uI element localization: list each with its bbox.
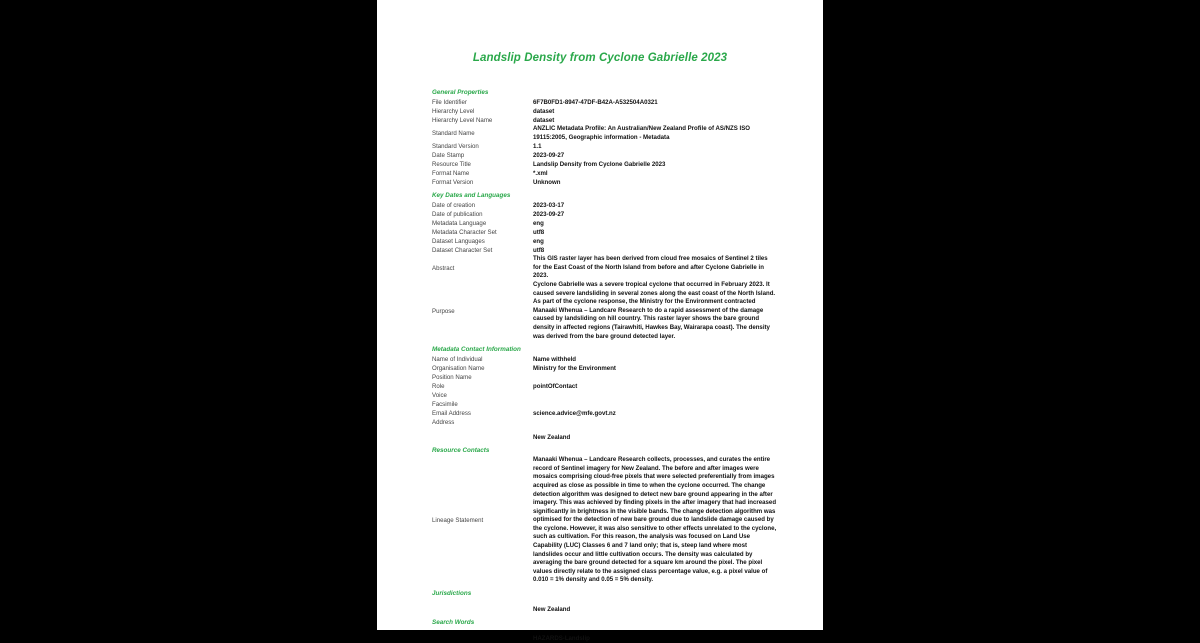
metadata-label: Name of Individual <box>432 356 483 364</box>
section-heading: Key Dates and Languages <box>432 192 511 200</box>
metadata-value: eng <box>533 220 544 228</box>
metadata-label: Metadata Language <box>432 220 487 228</box>
metadata-label: Standard Version <box>432 143 479 151</box>
metadata-label: Date of publication <box>432 211 483 219</box>
metadata-value: Ministry for the Environment <box>533 365 616 373</box>
metadata-value: 6F7B0FD1-8947-47DF-B42A-A532504A0321 <box>533 99 658 106</box>
metadata-content <box>432 88 777 643</box>
metadata-value: Unknown <box>533 179 561 187</box>
metadata-label: File Identifier <box>432 99 467 106</box>
metadata-label: Date Stamp <box>432 152 465 160</box>
metadata-label: Dataset Character Set <box>432 247 493 255</box>
metadata-value: Landslip Density from Cyclone Gabrielle 2023 <box>533 161 666 169</box>
metadata-label: Format Name <box>432 170 470 178</box>
metadata-row <box>432 355 777 364</box>
metadata-label: Metadata Character Set <box>432 229 497 237</box>
metadata-value: HAZARDS-Landslip <box>533 635 590 643</box>
metadata-value: Name withheld <box>533 356 577 364</box>
metadata-label: Address <box>432 419 455 427</box>
section-heading: Jurisdictions <box>432 590 472 598</box>
metadata-value: 2023-03-17 <box>533 202 565 210</box>
metadata-label: Hierarchy Level Name <box>432 117 493 124</box>
metadata-value: eng <box>533 238 544 246</box>
metadata-label: Voice <box>432 392 447 400</box>
metadata-label: Standard Name <box>432 130 475 138</box>
metadata-label: Email Address <box>432 410 471 418</box>
metadata-value: science.advice@mfe.govt.nz <box>533 410 616 418</box>
metadata-row <box>432 382 777 391</box>
metadata-value: 2023-09-27 <box>533 211 565 219</box>
metadata-label: Organisation Name <box>432 365 485 373</box>
metadata-row <box>432 142 777 151</box>
metadata-value: *.xml <box>533 170 548 178</box>
page-title: Landslip Density from Cyclone Gabrielle 2023 <box>472 52 728 64</box>
metadata-row <box>432 116 777 125</box>
metadata-value: ANZLIC Metadata Profile: An Australian/New Zealand Profile of AS/NZS ISO 19115:2005, Geographic information - Metadata <box>533 125 751 141</box>
metadata-label: Date of creation <box>432 202 476 210</box>
metadata-row <box>432 210 777 219</box>
metadata-value: pointOfContact <box>533 383 578 391</box>
metadata-row <box>432 178 777 187</box>
metadata-row <box>432 364 777 373</box>
metadata-row <box>432 433 777 442</box>
metadata-row <box>432 201 777 210</box>
metadata-label: Facsimile <box>432 401 458 409</box>
metadata-value: This GIS raster layer has been derived from cloud free mosaics of Sentinel 2 tiles for the East Coast of the North Island from before and after Cyclone Gabrielle in 2023. <box>533 255 768 280</box>
metadata-row <box>432 237 777 246</box>
metadata-value: utf8 <box>533 247 545 255</box>
metadata-row <box>432 246 777 255</box>
metadata-label: Resource Title <box>432 161 471 169</box>
metadata-value: dataset <box>533 108 555 115</box>
section-heading: General Properties <box>432 89 489 96</box>
metadata-row <box>432 418 777 427</box>
metadata-row <box>432 219 777 228</box>
metadata-row <box>432 400 777 409</box>
metadata-label: Position Name <box>432 374 472 382</box>
metadata-label: Purpose <box>432 307 455 315</box>
document-page <box>377 0 823 643</box>
metadata-value: Cyclone Gabrielle was a severe tropical cyclone that occurred in February 2023. It caused severe landsliding in several zones along the east coast of the North Island. As part of the cyclone response, the Ministry for the Environment contracted Manaaki Whenua – Landcare Research to do a rapid assessment of the damage caused by landsliding on hill country. This raster layer shows the bare ground density in affected regions (Tairawhiti, Hawkes Bay, Wairarapa coast). The density was derived from the bare ground detected layer. <box>533 280 776 340</box>
metadata-value: 1.1 <box>533 143 542 151</box>
metadata-label: Dataset Languages <box>432 238 485 246</box>
section-heading: Resource Contacts <box>432 447 490 455</box>
metadata-value: New Zealand <box>533 434 571 442</box>
metadata-label: Format Version <box>432 179 474 187</box>
metadata-label: Role <box>432 383 445 391</box>
section-heading: Search Words <box>432 619 475 627</box>
metadata-row <box>432 409 777 418</box>
metadata-row <box>432 151 777 160</box>
metadata-row <box>432 125 777 142</box>
section-heading: Metadata Contact Information <box>432 346 521 354</box>
metadata-row <box>432 391 777 400</box>
metadata-label: Lineage Statement <box>432 517 484 525</box>
metadata-row <box>432 605 777 614</box>
metadata-row <box>432 456 777 585</box>
metadata-value: dataset <box>533 117 555 124</box>
metadata-row <box>432 98 777 107</box>
metadata-value: New Zealand <box>533 606 571 614</box>
metadata-label: Hierarchy Level <box>432 108 475 115</box>
metadata-row <box>432 634 777 643</box>
metadata-row <box>432 169 777 178</box>
metadata-row <box>432 373 777 382</box>
metadata-value: 2023-09-27 <box>533 152 565 160</box>
metadata-row <box>432 160 777 169</box>
metadata-label: Abstract <box>432 264 455 272</box>
metadata-row <box>432 255 777 281</box>
metadata-row <box>432 107 777 116</box>
metadata-value: utf8 <box>533 229 545 237</box>
metadata-value: Manaaki Whenua – Landcare Research collects, processes, and curates the entire record of Sentinel imagery for New Zealand. The before and after images were mosaics comprising cloud-free pixels that were selected preferentially from images acquired as close as possible in time to when the cyclone occurred. The change detection algorithm was designed to detect new bare ground appearing in the after imagery. This was achieved by finding pixels in the after imagery that had increased significantly in brightness in the visible bands. The change detection algorithm was optimised for the detection of new bare ground due to landslide damage caused by the cyclone. However, it was also sensitive to other effects unrelated to the cyclone, such as cultivation. For this reason, the analysis was focused on Land Use Capability (LUC) Classes 6 and 7 land only; that is, steep land where most landslides occur and little cultivation occurs. The density was calculated by averaging the bare ground detected for a square km around the pixel. The pixel values directly relate to the assigned class percentage value, e.g. a pixel value of 0.010 = 1% density and 0.05 = 5% density. <box>533 456 777 584</box>
metadata-row <box>432 228 777 237</box>
metadata-row <box>432 281 777 341</box>
